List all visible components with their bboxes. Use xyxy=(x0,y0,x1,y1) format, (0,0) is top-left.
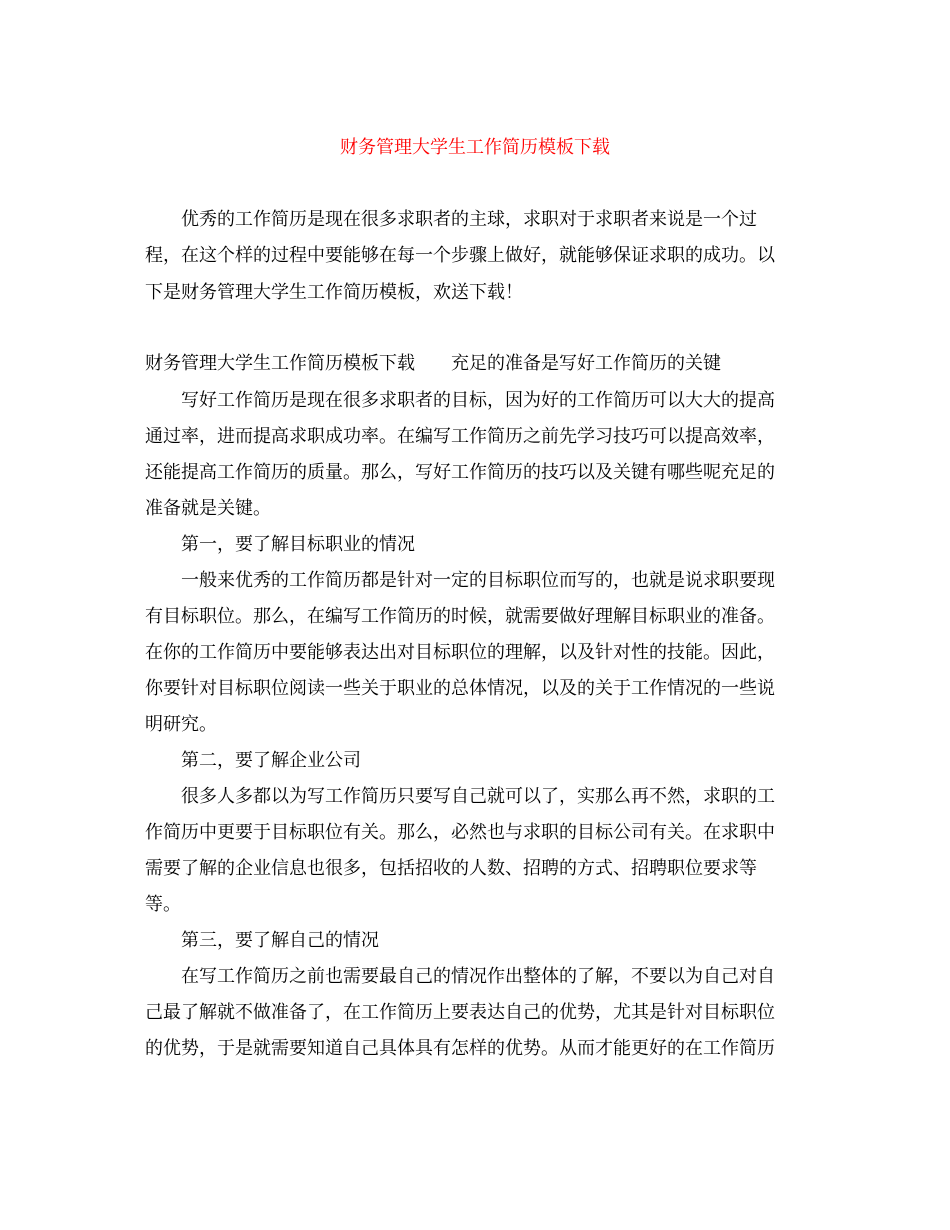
paragraph-line: 的优势，于是就需要知道自己具体具有怎样的优势。从而才能更好的在工作简历 xyxy=(145,1038,775,1059)
point-heading: 第三，要了解自己的情况 xyxy=(181,930,379,951)
paragraph-line: 等。 xyxy=(145,894,181,915)
paragraph-line: 明研究。 xyxy=(145,714,217,735)
point-heading: 第二，要了解企业公司 xyxy=(181,750,361,771)
paragraph-line: 在写工作简历之前也需要最自己的情况作出整体的了解，不要以为自己对自 xyxy=(181,966,775,987)
paragraph-line: 下是财务管理大学生工作简历模板，欢送下载！ xyxy=(145,282,523,303)
point-heading: 第一，要了解目标职业的情况 xyxy=(181,534,415,555)
paragraph-line: 需要了解的企业信息也很多，包括招收的人数、招聘的方式、招聘职位要求等 xyxy=(145,858,757,879)
paragraph-line: 通过率，进而提高求职成功率。在编写工作简历之前先学习技巧可以提高效率， xyxy=(145,426,775,447)
paragraph-line: 在你的工作简历中要能够表达出对目标职位的理解，以及针对性的技能。因此， xyxy=(145,642,775,663)
paragraph-line: 一般来优秀的工作简历都是针对一定的目标职位而写的，也就是说求职要现 xyxy=(181,570,775,591)
document-title: 财务管理大学生工作简历模板下载 xyxy=(340,137,610,158)
paragraph-line: 程，在这个样的过程中要能够在每一个步骤上做好，就能够保证求职的成功。以 xyxy=(145,245,775,266)
paragraph-line: 写好工作简历是现在很多求职者的目标，因为好的工作简历可以大大的提高 xyxy=(181,390,775,411)
paragraph-line: 有目标职位。那么，在编写工作简历的时候，就需要做好理解目标职业的准备。 xyxy=(145,606,775,627)
paragraph-line: 很多人多都以为写工作简历只要写自己就可以了，实那么再不然，求职的工 xyxy=(181,786,775,807)
section-heading-left: 财务管理大学生工作简历模板下载 xyxy=(145,353,415,374)
section-heading-right: 充足的准备是写好工作简历的关键 xyxy=(451,353,721,374)
paragraph-line: 还能提高工作简历的质量。那么，写好工作简历的技巧以及关键有哪些呢充足的 xyxy=(145,462,775,483)
paragraph-line: 优秀的工作简历是现在很多求职者的主球，求职对于求职者来说是一个过 xyxy=(181,209,757,230)
paragraph-line: 己最了解就不做准备了，在工作简历上要表达自己的优势，尤其是针对目标职位 xyxy=(145,1002,775,1023)
paragraph-line: 准备就是关键。 xyxy=(145,498,271,519)
paragraph-line: 作简历中更要于目标职位有关。那么，必然也与求职的目标公司有关。在求职中 xyxy=(145,822,775,843)
paragraph-line: 你要针对目标职位阅读一些关于职业的总体情况，以及的关于工作情况的一些说 xyxy=(145,678,775,699)
section-heading xyxy=(145,352,721,376)
